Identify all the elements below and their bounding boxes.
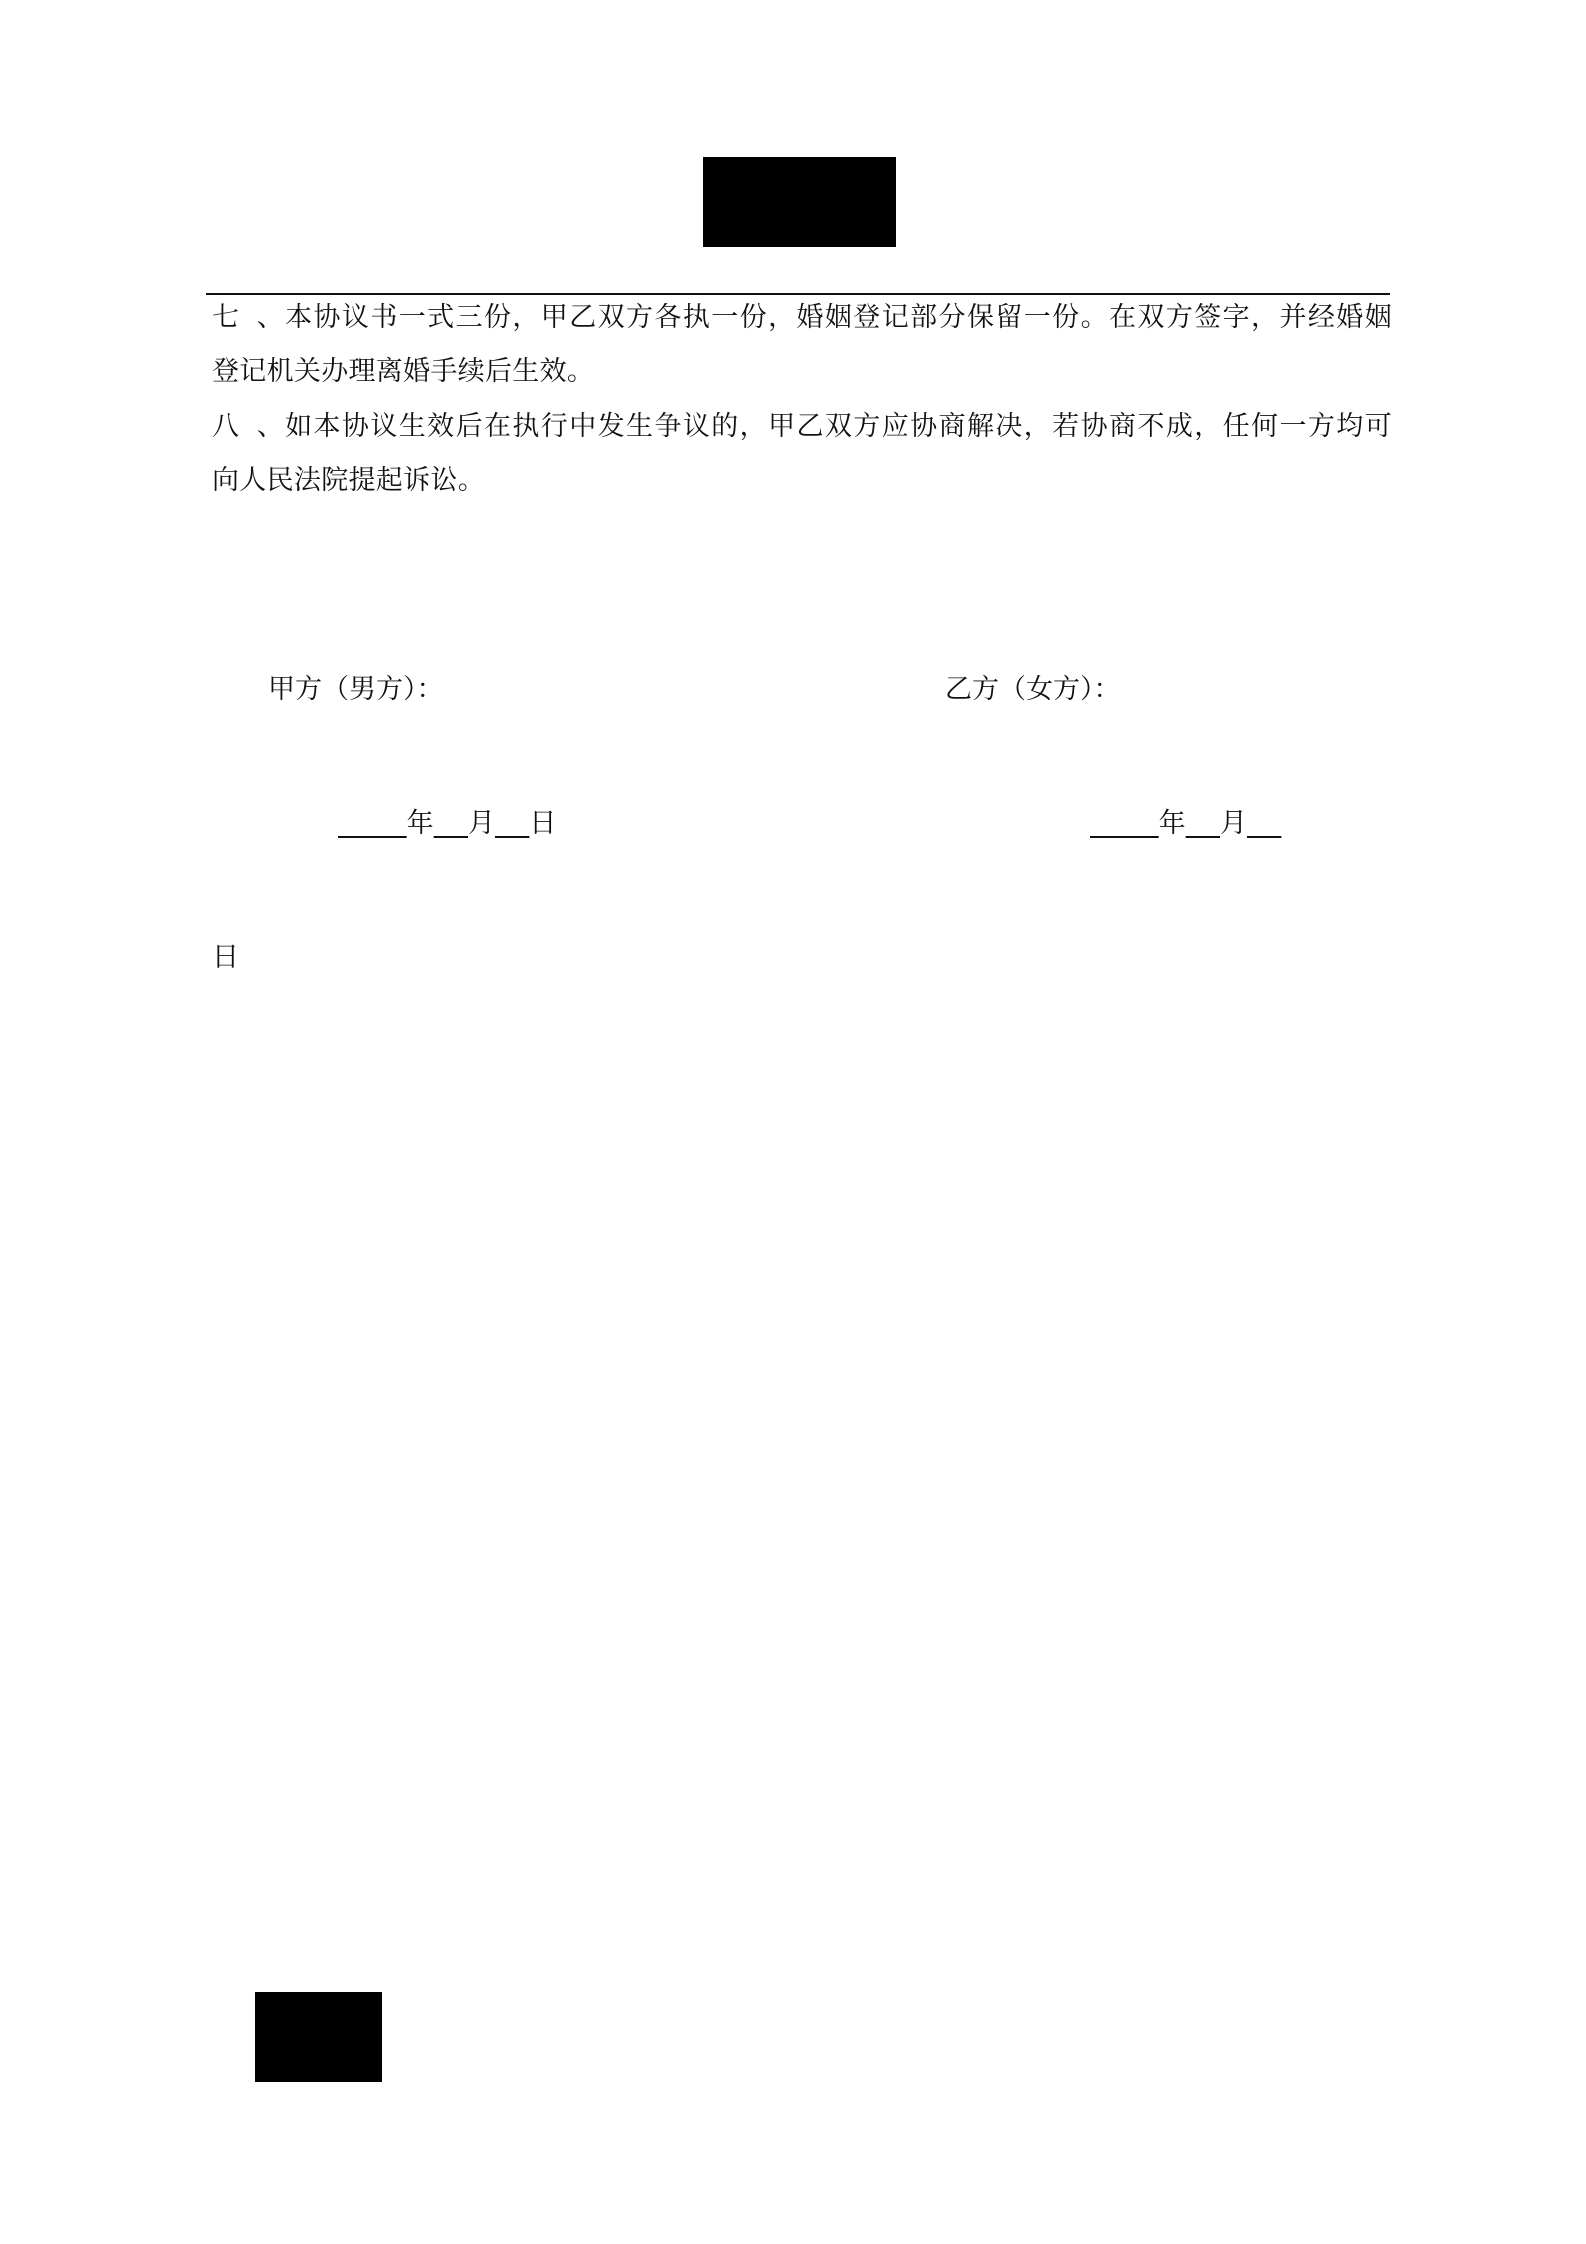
clause-eight-line-1 xyxy=(212,400,1392,454)
party-a-date xyxy=(338,804,556,844)
clause-seven-number: 七、 xyxy=(212,302,284,333)
party-a-day-blank[interactable] xyxy=(495,808,529,839)
party-b-year-blank[interactable] xyxy=(1090,808,1159,839)
party-b-month-blank[interactable] xyxy=(1186,808,1220,839)
clause-seven-text-1: 本协议书一式三份，甲乙双方各执一份，婚姻登记部分保留一份。在双方签字，并经婚姻 xyxy=(284,302,1392,333)
redacted-footer-block xyxy=(255,1992,382,2082)
party-b-month-label: 月 xyxy=(1220,808,1248,839)
party-a-day-label: 日 xyxy=(529,808,557,839)
clause-seven-line-2: 登记机关办理离婚手续后生效。 xyxy=(212,356,595,387)
party-b-year-label: 年 xyxy=(1158,808,1186,839)
clause-eight-number: 八、 xyxy=(212,411,284,442)
party-b-date xyxy=(1090,804,1281,844)
party-b-day-blank[interactable] xyxy=(1247,808,1281,839)
party-a-month-blank[interactable] xyxy=(434,808,468,839)
clause-seven-line-1 xyxy=(212,291,1392,345)
clause-eight-text-1: 如本协议生效后在执行中发生争议的，甲乙双方应协商解决，若协商不成，任何一方均可 xyxy=(284,411,1392,442)
party-a-year-label: 年 xyxy=(406,808,434,839)
party-a-label: 甲方（男方）： xyxy=(268,674,444,705)
redacted-title-block xyxy=(703,157,896,247)
party-b-label: 乙方（女方）： xyxy=(945,674,1121,705)
party-a-year-blank[interactable] xyxy=(338,808,407,839)
clause-eight xyxy=(212,400,1392,508)
clause-seven xyxy=(212,291,1392,399)
party-b-day-label: 日 xyxy=(212,942,239,973)
party-a-month-label: 月 xyxy=(468,808,496,839)
clause-eight-line-2: 向人民法院提起诉讼。 xyxy=(212,465,485,496)
